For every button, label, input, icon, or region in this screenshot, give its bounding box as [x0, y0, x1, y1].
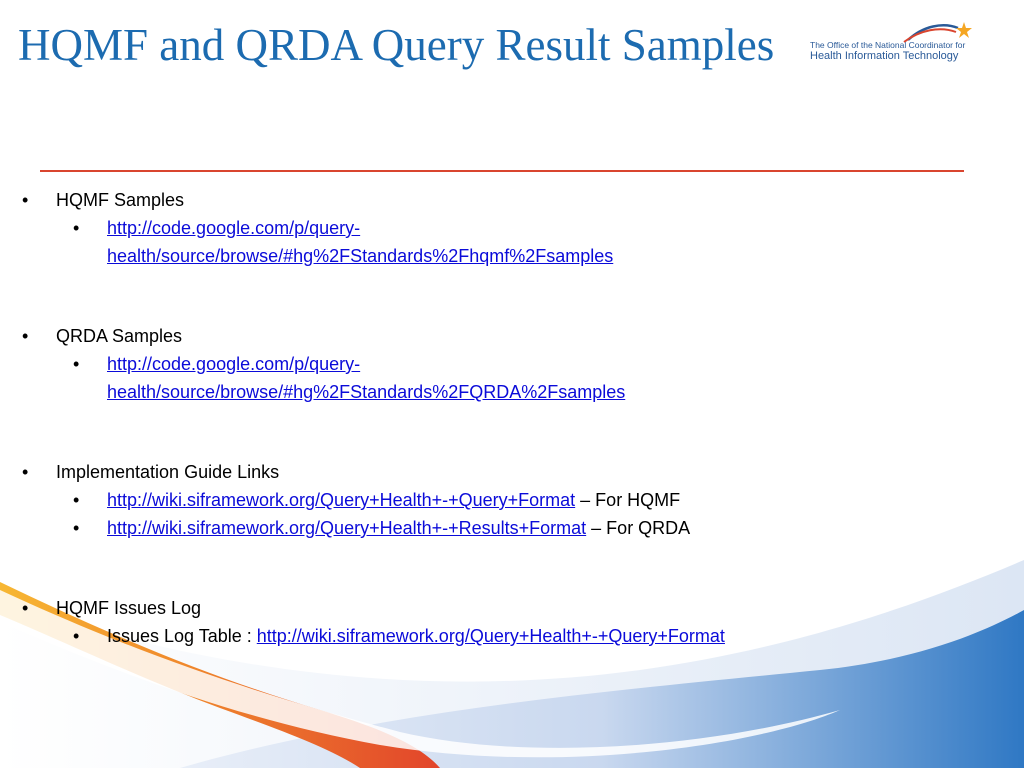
section-heading-hqmf-issues-log: HQMF Issues Log	[56, 598, 202, 618]
section-heading-qrda-samples: QRDA Samples	[56, 326, 183, 346]
list-item	[107, 514, 690, 542]
bullet-icon: •	[22, 598, 29, 618]
qrda-samples-link-line-2[interactable]: health/source/browse/#hg%2FStandards%2FQRDA%2Fsamples	[107, 382, 626, 402]
section-heading-implementation-guide: Implementation Guide Links	[56, 462, 280, 482]
list-item	[107, 622, 725, 650]
bullet-icon: •	[73, 218, 80, 238]
issues-log-link[interactable]: http://wiki.siframework.org/Query+Health+-+Query+Format	[256, 626, 725, 646]
hqmf-samples-link[interactable]	[107, 214, 613, 270]
hqmf-samples-link-line-1[interactable]: http://code.google.com/p/query-	[107, 218, 361, 238]
bullet-icon: •	[22, 326, 29, 346]
link-suffix: – For QRDA	[586, 518, 691, 538]
qrda-samples-link-line-1[interactable]: http://code.google.com/p/query-	[107, 354, 361, 374]
title-divider	[40, 170, 964, 172]
logo-line-1: The Office of the National Coordinator for	[810, 40, 966, 50]
bullet-icon: •	[22, 462, 29, 482]
hqmf-samples-link-line-2[interactable]: health/source/browse/#hg%2FStandards%2Fhqmf%2Fsamples	[107, 246, 614, 266]
logo-line-2: Health Information Technology	[810, 50, 959, 62]
qrda-results-format-link[interactable]: http://wiki.siframework.org/Query+Health+-+Results+Format	[107, 518, 587, 538]
link-suffix: – For HQMF	[575, 490, 681, 510]
list-item	[107, 486, 680, 514]
bullet-icon: •	[73, 518, 80, 538]
hqmf-query-format-link[interactable]: http://wiki.siframework.org/Query+Health+-+Query+Format	[107, 490, 576, 510]
slide-title: HQMF and QRDA Query Result Samples	[18, 20, 775, 70]
bullet-icon: •	[73, 626, 80, 646]
decorative-swoosh	[0, 560, 1024, 768]
bullet-icon: •	[22, 190, 29, 210]
bullet-icon: •	[73, 354, 80, 374]
qrda-samples-link[interactable]	[107, 350, 625, 406]
bullet-icon: •	[73, 490, 80, 510]
onc-logo	[808, 20, 978, 70]
section-heading-hqmf-samples: HQMF Samples	[56, 190, 185, 210]
link-prefix: Issues Log Table :	[107, 626, 257, 646]
